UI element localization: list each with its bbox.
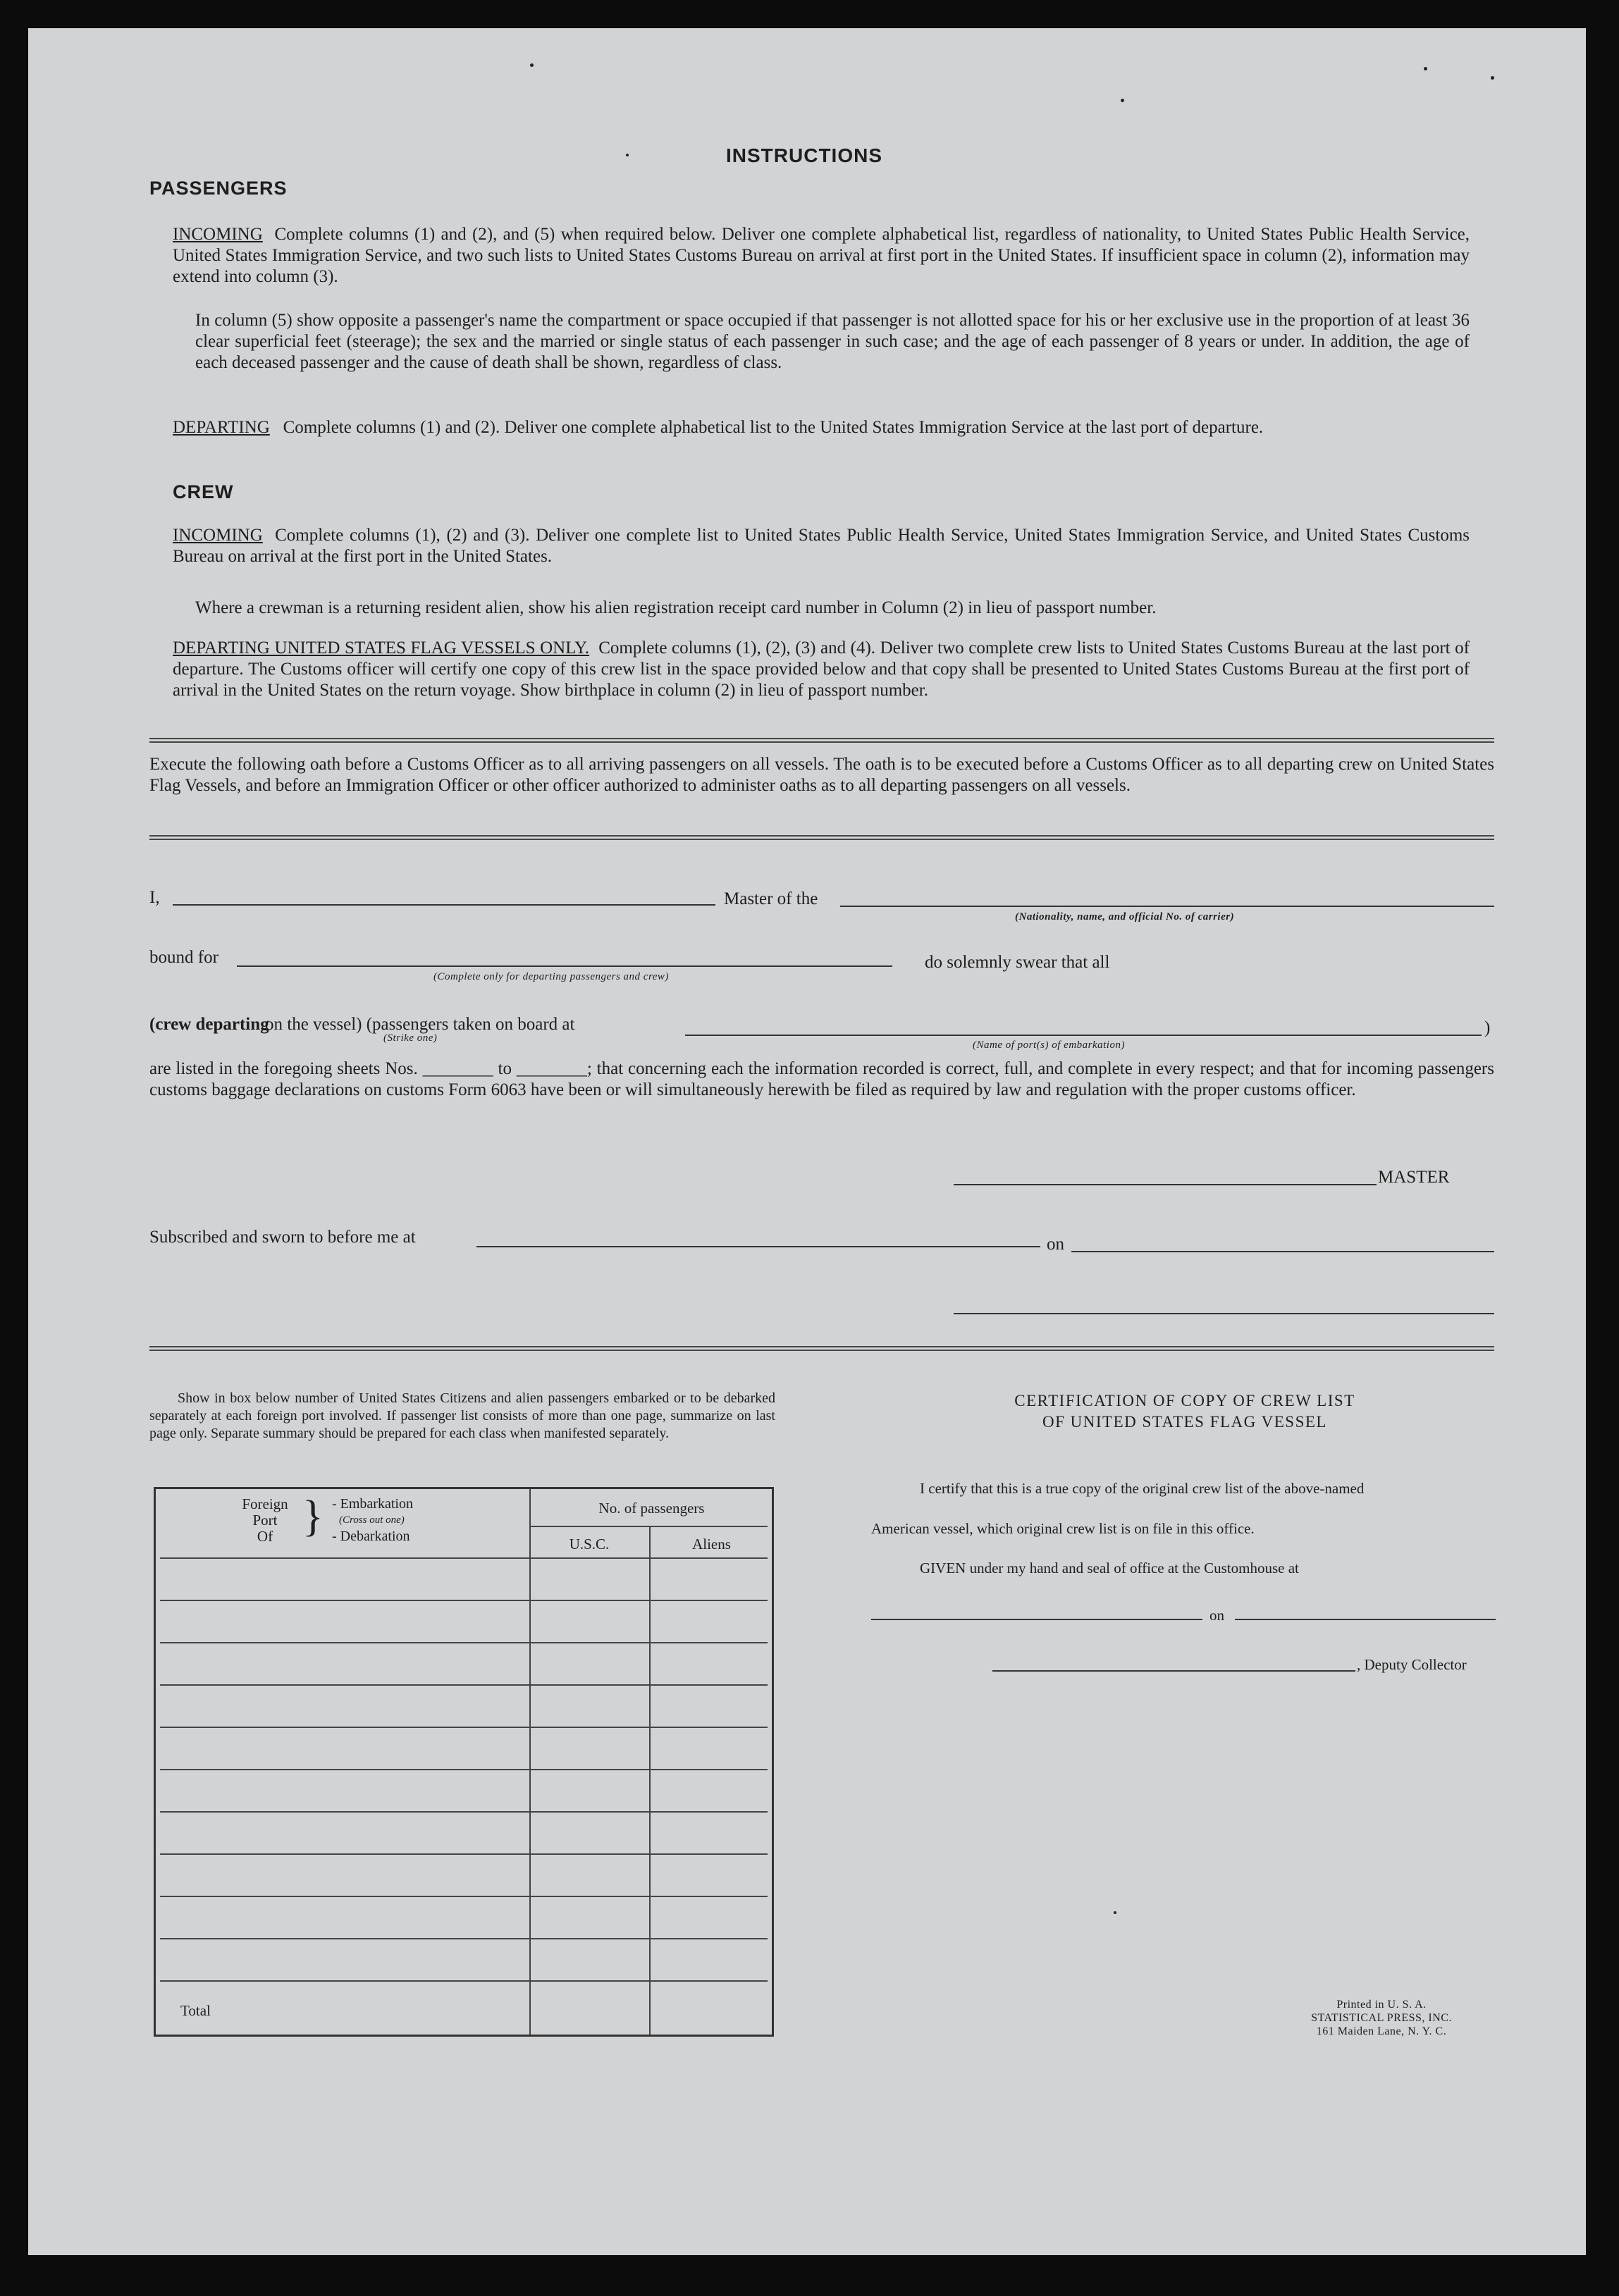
- crew-incoming-paragraph: [173, 525, 1470, 567]
- passengers-departing-text: Complete columns (1) and (2). Deliver one complete alphabetical list to the United States Immigration Service at the last port of departure.: [283, 418, 1264, 437]
- sworn-place-field[interactable]: [476, 1246, 1040, 1247]
- crew-departing-paragraph: [173, 638, 1470, 701]
- passengers-departing-paragraph: [173, 417, 1470, 438]
- passengers-departing-label: DEPARTING: [173, 418, 270, 437]
- oath-statement: are listed in the foregoing sheets Nos. ________ to ________; that concerning each the information recorded is correct, full, and complete in every respect; and that for incoming passengers customs baggage declarations on customs Form 6063 have been or will simultaneously herewith be filed as required by law and regulation with the proper customs officer.: [149, 1059, 1494, 1099]
- passenger-summary-table: [154, 1487, 774, 2037]
- total-label: Total: [180, 2002, 211, 2019]
- carrier-field[interactable]: [840, 906, 1494, 907]
- passengers-column5-paragraph: In column (5) show opposite a passenger's name the compartment or space occupied if that passenger is not allotted space for his or her exclusive use in the proportion of at least 36 clear superficial feet (steerage); the sex and the married or single status of each passenger in such case; and the age of each passenger of 8 years or under. In addition, the age of each deceased passenger and the cause of death shall be shown, regardless of class.: [195, 311, 1470, 372]
- crew-incoming-text: Complete columns (1), (2) and (3). Deliver one complete list to United States Public Health Service, United States Immigration Service, and United States Customs Bureau on arrival at the first port in the United States.: [173, 526, 1470, 566]
- swear-label: do solemnly swear that all: [925, 953, 1110, 972]
- port-caption: (Name of port(s) of embarkation): [973, 1039, 1125, 1051]
- passengers-incoming-text: Complete columns (1) and (2), and (5) when required below. Deliver one complete alphabetical list, regardless of nationality, to United States Public Health Service, United States Immigration Service, and two such lists to United States Customs Bureau on arrival at first port in the United States. If insufficient space in column (2), information may extend into column (3).: [173, 225, 1470, 286]
- oath-i-label: I,: [149, 888, 160, 907]
- cert-on-label: on: [1209, 1607, 1224, 1624]
- officer-signature-field[interactable]: [954, 1313, 1494, 1314]
- crew-departing-option: (crew departing: [149, 1015, 269, 1034]
- bound-for-caption: (Complete only for departing passengers and crew): [433, 971, 669, 982]
- printer-imprint: Printed in U. S. A. STATISTICAL PRESS, INC. 161 Maiden Lane, N. Y. C.: [1311, 1999, 1452, 2037]
- speck: [1424, 67, 1427, 70]
- passengers-option: on the vessel) (passengers taken on board at: [265, 1015, 575, 1034]
- master-signature-field[interactable]: [954, 1184, 1377, 1185]
- cert-date-field[interactable]: [1235, 1619, 1496, 1620]
- foreign-port-label: Foreign Port Of: [242, 1495, 288, 1545]
- close-paren: ): [1484, 1018, 1491, 1037]
- certify-line-2: American vessel, which original crew list is on file in this office.: [871, 1520, 1255, 1537]
- speck: [626, 154, 629, 156]
- deputy-label: , Deputy Collector: [1357, 1656, 1467, 1673]
- carrier-caption: (Nationality, name, and official No. of carrier): [1015, 911, 1235, 922]
- aliens-header: Aliens: [692, 1536, 731, 1553]
- divider: [149, 835, 1494, 840]
- sworn-date-field[interactable]: [1071, 1251, 1494, 1252]
- no-passengers-header: No. of passengers: [598, 1500, 705, 1517]
- usc-header: U.S.C.: [569, 1536, 610, 1553]
- brace-glyph: }: [302, 1493, 324, 1541]
- embark-debark-label: - Embarkation (Cross out one) - Debarkation: [332, 1496, 413, 1544]
- subscribed-label: Subscribed and sworn to before me at: [149, 1228, 416, 1247]
- document-page: [28, 28, 1586, 2255]
- instructions-title: INSTRUCTIONS: [726, 144, 882, 166]
- crew-heading: CREW: [173, 481, 234, 502]
- sworn-on-label: on: [1047, 1235, 1064, 1254]
- speck: [1121, 99, 1124, 102]
- certify-line-1: I certify that this is a true copy of the original crew list of the above-named: [920, 1480, 1365, 1497]
- bound-for-field[interactable]: [237, 965, 892, 967]
- speck: [1491, 76, 1494, 80]
- crew-incoming-label: INCOMING: [173, 526, 263, 545]
- passengers-heading: PASSENGERS: [149, 178, 288, 199]
- speck: [1114, 1911, 1116, 1914]
- strike-caption: (Strike one): [383, 1032, 438, 1044]
- deputy-signature-field[interactable]: [992, 1670, 1355, 1672]
- embarkation-port-field[interactable]: [685, 1035, 1482, 1036]
- passengers-incoming-label: INCOMING: [173, 225, 263, 244]
- speck: [530, 63, 534, 67]
- crew-departing-text: Complete columns (1), (2), (3) and (4). Deliver two complete crew lists to United States Customs Bureau at the last port of departure. The Customs officer will certify one copy of this crew list in the space provided below and that copy shall be presented to United States Customs Bureau at the first port of arrival in the United States on the return voyage. Show birthplace in column (2) in lieu of passport number.: [173, 638, 1470, 700]
- bound-for-label: bound for: [149, 948, 218, 967]
- passengers-incoming-paragraph: [173, 224, 1470, 288]
- divider: [149, 738, 1494, 743]
- customhouse-field[interactable]: [871, 1619, 1202, 1620]
- crew-departing-label: DEPARTING UNITED STATES FLAG VESSELS ONLY.: [173, 638, 590, 658]
- master-label: MASTER: [1378, 1168, 1450, 1187]
- summary-note: Show in box below number of United States Citizens and alien passengers embarked or to be debarked separately at each foreign port involved. If passenger list consists of more than one page, summarize on last page only. Separate summary should be prepared for each class when manifested separately.: [149, 1390, 775, 1441]
- master-name-field[interactable]: [173, 904, 715, 906]
- given-line: GIVEN under my hand and seal of office at the Customhouse at: [920, 1560, 1299, 1576]
- oath-intro: Execute the following oath before a Customs Officer as to all arriving passengers on all vessels. The oath is to be executed before a Customs Officer as to all departing crew on United States Flag Vessels, and before an Immigration Officer or other officer authorized to administer oaths as to all departing passengers on all vessels.: [149, 755, 1494, 795]
- crew-resident-paragraph: Where a crewman is a returning resident alien, show his alien registration receipt card number in Column (2) in lieu of passport number.: [195, 598, 1157, 617]
- divider: [149, 1346, 1494, 1351]
- master-of-the-label: Master of the: [724, 889, 818, 908]
- certification-title: CERTIFICATION OF COPY OF CREW LIST OF UNITED STATES FLAG VESSEL: [1014, 1392, 1355, 1431]
